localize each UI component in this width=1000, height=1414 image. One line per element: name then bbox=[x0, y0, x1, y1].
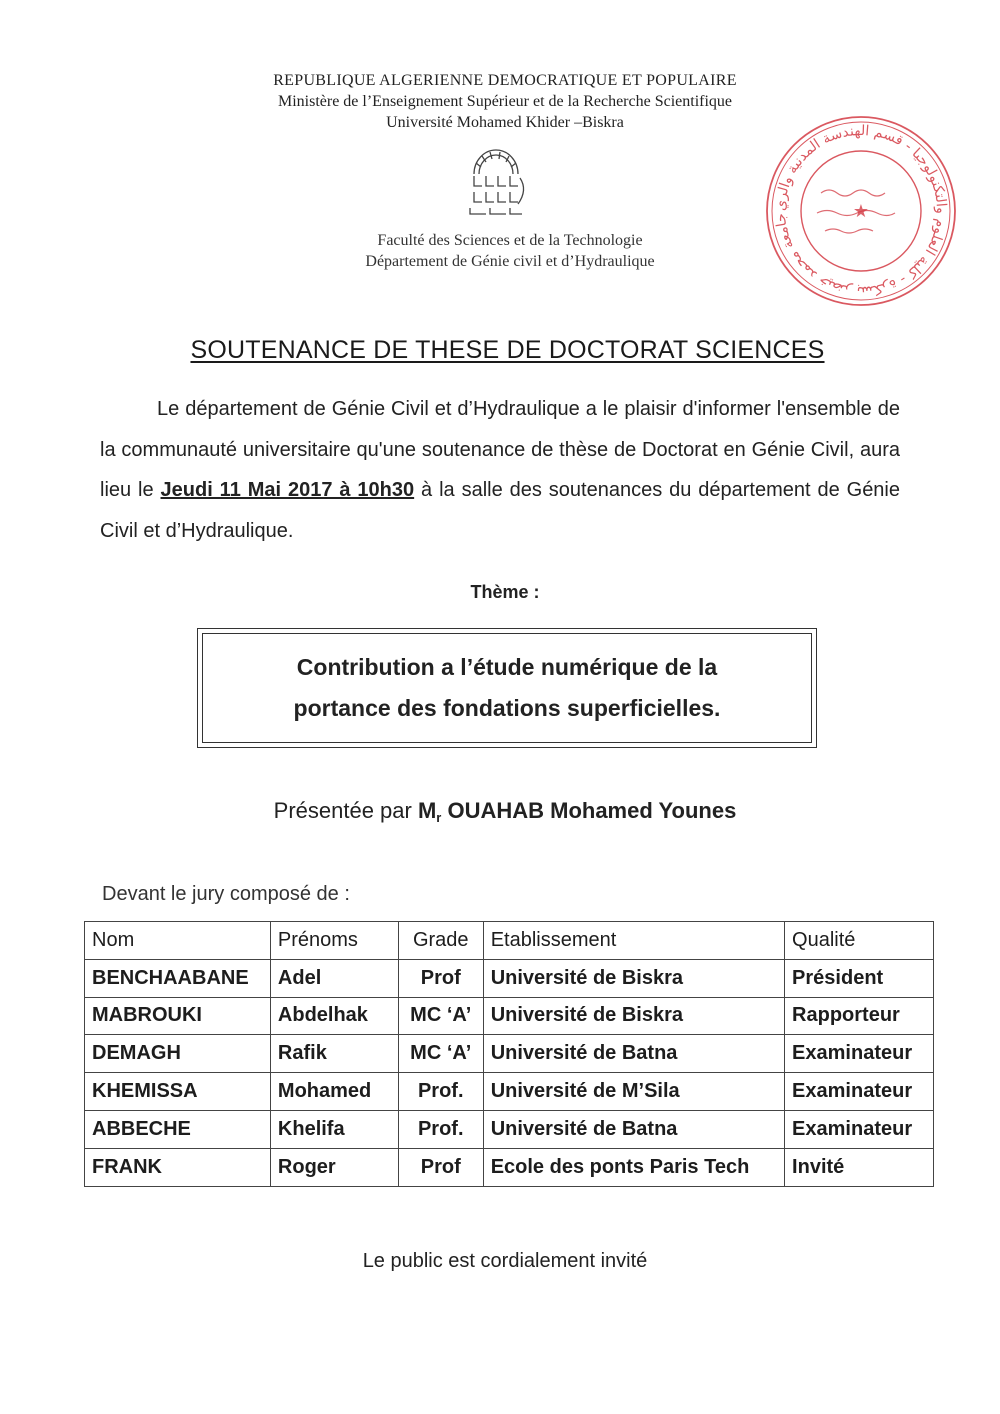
presented-prefix: Présentée par bbox=[273, 798, 418, 823]
jury-etablissement: Université de Batna bbox=[483, 1110, 784, 1148]
theme-label: Thème : bbox=[470, 582, 540, 602]
jury-etablissement: Université de M’Sila bbox=[483, 1073, 784, 1111]
jury-table-header bbox=[85, 922, 934, 960]
theme-line-1: Contribution a l’étude numérique de la bbox=[296, 654, 718, 680]
jury-qualite: Examinateur bbox=[785, 1035, 934, 1073]
table-row bbox=[85, 1110, 934, 1148]
header-qualite: Qualité bbox=[785, 922, 934, 960]
table-row bbox=[85, 959, 934, 997]
faculty-header bbox=[300, 230, 720, 272]
jury-etablissement: Ecole des ponts Paris Tech bbox=[483, 1148, 784, 1186]
jury-grade: Prof. bbox=[398, 1110, 483, 1148]
jury-nom: MABROUKI bbox=[85, 997, 271, 1035]
jury-grade: MC ‘A’ bbox=[398, 997, 483, 1035]
university-logo-icon bbox=[460, 134, 532, 218]
jury-qualite: Président bbox=[785, 959, 934, 997]
announcement-text-start: Le département de Génie Civil et d’Hydraulique a le plaisir d'informer l'ensemble de la communauté universitaire qu'une soutenance de thèse de Doctorat en Génie Civil, aura lieu le bbox=[100, 398, 900, 501]
theme-box bbox=[197, 628, 817, 748]
table-row bbox=[85, 1073, 934, 1111]
jury-nom: DEMAGH bbox=[85, 1035, 271, 1073]
presented-by bbox=[100, 798, 910, 825]
jury-nom: KHEMISSA bbox=[85, 1073, 271, 1111]
jury-etablissement: Université de Biskra bbox=[483, 959, 784, 997]
closing-line: Le public est cordialement invité bbox=[362, 1250, 648, 1272]
announcement-paragraph bbox=[100, 389, 900, 551]
svg-text:★: ★ bbox=[852, 201, 870, 221]
jury-qualite: Invité bbox=[785, 1148, 934, 1186]
ministry-line: Ministère de l’Enseignement Supérieur et de la Recherche Scientifique bbox=[277, 93, 733, 110]
header-etablissement: Etablissement bbox=[483, 922, 784, 960]
theme-line-2: portance des fondations superficielles. bbox=[293, 695, 721, 721]
announcement-text-end: à la salle des soutenances du département de Génie Civil et d’Hydraulique. bbox=[100, 479, 901, 542]
jury-prenom: Abdelhak bbox=[270, 997, 398, 1035]
jury-grade: Prof. bbox=[398, 1073, 483, 1111]
faculty-line: Faculté des Sciences et de la Technologie bbox=[377, 232, 643, 249]
jury-qualite: Examinateur bbox=[785, 1073, 934, 1111]
republic-line: REPUBLIQUE ALGERIENNE DEMOCRATIQUE ET POPULAIRE bbox=[273, 72, 737, 89]
department-line: Département de Génie civil et d’Hydraulique bbox=[365, 253, 655, 270]
header-prenoms: Prénoms bbox=[270, 922, 398, 960]
thesis-theme bbox=[227, 647, 787, 729]
candidate-title: M bbox=[417, 798, 437, 823]
university-line: Université Mohamed Khider –Biskra bbox=[386, 114, 624, 131]
stamp-text: جامعة محمد خيضر بسكرة - كلية العلوم والتكنولوجيا - قسم الهندسة المدنية والري bbox=[772, 122, 950, 300]
jury-grade: Prof bbox=[398, 1148, 483, 1186]
jury-prenom: Khelifa bbox=[270, 1110, 398, 1148]
candidate-name: OUAHAB Mohamed Younes bbox=[441, 798, 737, 823]
jury-intro: Devant le jury composé de : bbox=[102, 883, 350, 905]
jury-prenom: Rafik bbox=[270, 1035, 398, 1073]
jury-qualite: Rapporteur bbox=[785, 997, 934, 1035]
jury-prenom: Mohamed bbox=[270, 1073, 398, 1111]
table-row bbox=[85, 997, 934, 1035]
defense-date: Jeudi 11 Mai 2017 à 10h30 bbox=[160, 479, 415, 501]
table-row bbox=[85, 1035, 934, 1073]
official-stamp bbox=[763, 113, 959, 309]
jury-table bbox=[84, 921, 934, 1187]
jury-grade: Prof bbox=[398, 959, 483, 997]
jury-grade: MC ‘A’ bbox=[398, 1035, 483, 1073]
table-row bbox=[85, 1148, 934, 1186]
candidate-title-sub: r bbox=[436, 810, 442, 825]
jury-etablissement: Université de Batna bbox=[483, 1035, 784, 1073]
jury-etablissement: Université de Biskra bbox=[483, 997, 784, 1035]
jury-nom: FRANK bbox=[85, 1148, 271, 1186]
institution-header bbox=[150, 70, 860, 133]
page-title: SOUTENANCE DE THESE DE DOCTORAT SCIENCES bbox=[190, 336, 825, 364]
jury-nom: ABBECHE bbox=[85, 1110, 271, 1148]
jury-prenom: Roger bbox=[270, 1148, 398, 1186]
header-grade: Grade bbox=[398, 922, 483, 960]
jury-prenom: Adel bbox=[270, 959, 398, 997]
header-nom: Nom bbox=[85, 922, 271, 960]
jury-qualite: Examinateur bbox=[785, 1110, 934, 1148]
jury-nom: BENCHAABANE bbox=[85, 959, 271, 997]
